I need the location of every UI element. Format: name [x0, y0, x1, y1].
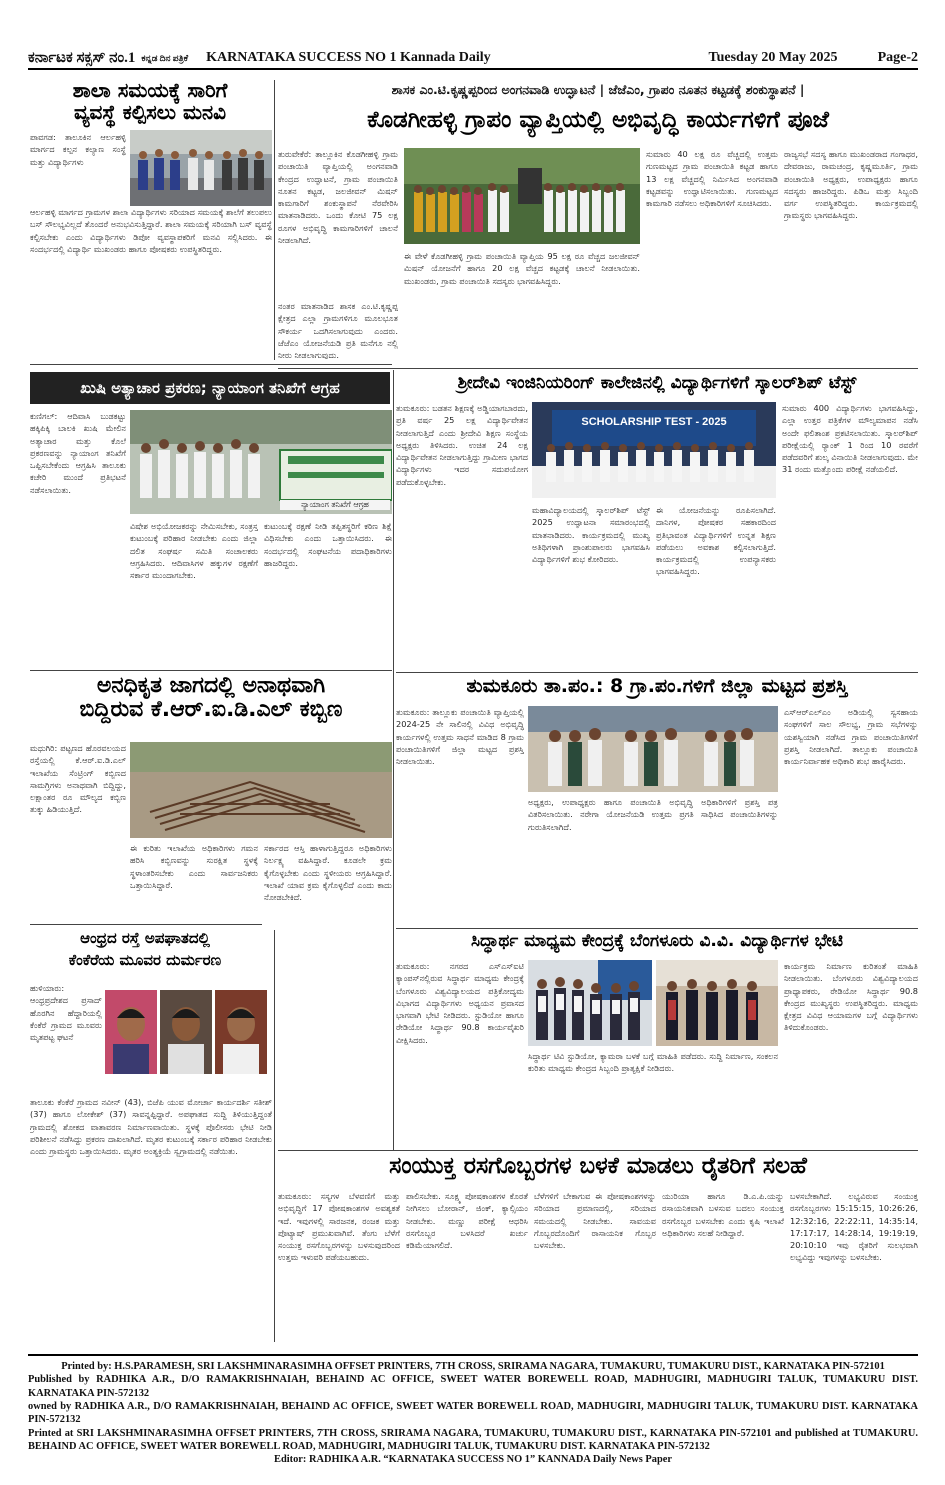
- masthead-tagline: ಕನ್ನಡ ದಿನ ಪತ್ರಿಕೆ: [141, 52, 189, 63]
- accident-headline-line1: ಆಂಧ್ರದ ರಸ್ತೆ ಅಪಘಾತದಲ್ಲಿ: [80, 929, 210, 947]
- accident-text-a: ಹುಳಿಯಾರು: ಆಂಧ್ರಪ್ರದೇಶದ ಪ್ರಸಾದ್ ಹೊರಗಿನ ಹೆದ್ದಾರಿಯಲ್ಲಿ ಕೆಂಕೆರೆ ಗ್ರಾಮದ ಮೂವರು ಮೃತಪಟ್ಟ ಘಟನೆ: [30, 983, 102, 1043]
- coconut-text-b: ಪಾಲಿಸಬೇಕು. ಸೂಕ್ಷ್ಮ ಪೋಷಕಾಂಶಗಳ ಕೊರತೆ ನೀಗಿಸಲು ಬೋರಾನ್, ಜಿಂಕ್, ಕ್ಯಾಲ್ಸಿಯಂ ನೀಡಬೇಕು. ಮಣ್ಣು ಪರೀಕ್ಷೆ ಆಧರಿಸಿ ರಸಗೊಬ್ಬರ ಬಳಸಿದರೆ ಖರ್ಚು ಕಡಿಮೆಯಾಗಲಿದೆ.: [406, 1191, 528, 1251]
- accident-headline: [30, 930, 260, 968]
- section-rule: [278, 368, 918, 369]
- siddhartha-text-c: ಕಾರ್ಯಕ್ರಮ ನಿರ್ಮಾಣ ಕುರಿತಂತೆ ಮಾಹಿತಿ ನೀಡಲಾಯಿತು. ಬೆಂಗಳೂರು ವಿಶ್ವವಿದ್ಯಾಲಯದ ಪ್ರಾಧ್ಯಾಪಕರು, ರೇಡಿಯೋ ಸಿದ್ಧಾರ್ಥ 90.8 ಕೇಂದ್ರದ ಮುಖ್ಯಸ್ಥರು ಉಪಸ್ಥಿತರಿದ್ದರು. ಮಾಧ್ಯಮ ಕ್ಷೇತ್ರದ ವಿವಿಧ ಆಯಾಮಗಳ ಬಗ್ಗೆ ವಿದ್ಯಾರ್ಥಿಗಳು ತಿಳಿದುಕೊಂಡರು.: [784, 961, 918, 1033]
- kodagihalli-headline: ಕೊಡಗೀಹಳ್ಳಿ ಗ್ರಾಪಂ ವ್ಯಾಪ್ತಿಯಲ್ಲಿ ಅಭಿವೃದ್ಧಿ ಕಾರ್ಯಗಳಿಗೆ ಪೂಜೆ: [367, 107, 829, 133]
- school-bus-headline: [30, 80, 270, 123]
- masthead-paper: KARNATAKA SUCCESS NO 1 Kannada Daily: [206, 50, 491, 65]
- atrocity-photo-caption: ನ್ಯಾಯಾಂಗ ತನಿಖೆಗೆ ಆಗ್ರಹ: [280, 500, 390, 510]
- coconut-headline: ಸಂಯುಕ್ತ ರಸಗೊಬ್ಬರಗಳ ಬಳಕೆ ಮಾಡಲು ರೈತರಿಗೆ ಸಲಹೆ: [389, 1153, 807, 1179]
- sridevi-text-a: ತುಮಕೂರು: ಬಡತನ ಶಿಕ್ಷಣಕ್ಕೆ ಅಡ್ಡಿಯಾಗಬಾರದು, ಪ್ರತಿ ವರ್ಷ 25 ಲಕ್ಷ ವಿದ್ಯಾರ್ಥಿವೇತನ ನೀಡಲಾಗುತ್ತಿದೆ ಎಂದು ಶ್ರೀದೇವಿ ಶಿಕ್ಷಣ ಸಂಸ್ಥೆಯ ಅಧ್ಯಕ್ಷರು ತಿಳಿಸಿದರು. ಉಚಿತ 24 ಲಕ್ಷ ವಿದ್ಯಾರ್ಥಿವೇತನ ನೀಡಲಾಗುತ್ತಿದ್ದು ಗ್ರಾಮೀಣ ಭಾಗದ ವಿದ್ಯಾರ್ಥಿಗಳು ಇದರ ಸದುಪಯೋಗ ಪಡೆದುಕೊಳ್ಳಬೇಕು.: [396, 403, 528, 487]
- sridevi-photo-banner: SCHOLARSHIP TEST - 2025: [581, 416, 727, 428]
- section-rule: [30, 924, 262, 925]
- siddhartha-text-b: ಸಿದ್ಧಾರ್ಥ ಟಿವಿ ಸ್ಟುಡಿಯೋ, ಕ್ಯಾಮರಾ ಬಳಕೆ ಬಗ್ಗೆ ಮಾಹಿತಿ ಪಡೆದರು. ಸುದ್ದಿ ನಿರ್ಮಾಣ, ಸಂಕಲನ ಕುರಿತು ಮಾಧ್ಯಮ ಕೇಂದ್ರದ ಸಿಬ್ಬಂದಿ ಪ್ರಾತ್ಯಕ್ಷಿಕೆ ನೀಡಿದರು.: [528, 1051, 778, 1074]
- atrocity-photo: [130, 410, 392, 514]
- coconut-text-d: ಯುರಿಯಾ ಹಾಗೂ ಡಿ.ಎ.ಪಿ.ಯನ್ನು ರಸಾಯನಿಕವಾಗಿ ಬಳಸುವ ಬದಲು ಸಂಯುಕ್ತ ರಸಗೊಬ್ಬರ ಬಳಸಬೇಕು ಎಂದು ಕೃಷಿ ಇಲಾಖೆ ಅಧಿಕಾರಿಗಳು ಸಲಹೆ ನೀಡಿದ್ದಾರೆ.: [662, 1191, 784, 1238]
- school-bus-headline-line1: ಶಾಲಾ ಸಮಯಕ್ಕೆ ಸಾರಿಗೆ: [72, 78, 228, 102]
- coconut-text-c: ಬೆಳೆಗಳಿಗೆ ಬೇಕಾಗುವ ಈ ಪೋಷಕಾಂಶಗಳನ್ನು ಸರಿಯಾದ ಪ್ರಮಾಣದಲ್ಲಿ, ಸರಿಯಾದ ಸಮಯದಲ್ಲಿ ನೀಡಬೇಕು. ಸಾವಯವ ಗೊಬ್ಬರದೊಂದಿಗೆ ರಾಸಾಯನಿಕ ಗೊಬ್ಬರ ಬಳಸಬೇಕು.: [534, 1191, 656, 1251]
- siddhartha-text-a: ತುಮಕೂರು: ನಗರದ ಎಸ್‌ಎಸ್‌ಐಟಿ ಕ್ಯಾಂಪಸ್‌ನಲ್ಲಿರುವ ಸಿದ್ಧಾರ್ಥ ಮಾಧ್ಯಮ ಕೇಂದ್ರಕ್ಕೆ ಬೆಂಗಳೂರು ವಿಶ್ವವಿದ್ಯಾಲಯದ ಪತ್ರಿಕೋದ್ಯಮ ವಿಭಾಗದ ವಿದ್ಯಾರ್ಥಿಗಳು ಅಧ್ಯಯನ ಪ್ರವಾಸದ ಭಾಗವಾಗಿ ಭೇಟಿ ನೀಡಿದರು. ಸ್ಟುಡಿಯೋ ಹಾಗೂ ರೇಡಿಯೋ ಸಿದ್ಧಾರ್ಥ 90.8 ಕಾರ್ಯವೈಖರಿ ವೀಕ್ಷಿಸಿದರು.: [396, 961, 524, 1045]
- sridevi-text-c: ಈ ಯೋಜನೆಯನ್ನು ರೂಪಿಸಲಾಗಿದೆ. ದಾನಿಗಳ, ಪೋಷಕರ ಸಹಕಾರದಿಂದ ಪ್ರತಿಭಾವಂತ ವಿದ್ಯಾರ್ಥಿಗಳಿಗೆ ಉನ್ನತ ಶಿಕ್ಷಣ ಪಡೆಯಲು ಅವಕಾಶ ಕಲ್ಪಿಸಲಾಗುತ್ತಿದೆ. ಕಾರ್ಯಕ್ರಮದಲ್ಲಿ ಉಪನ್ಯಾಸಕರು ಭಾಗವಹಿಸಿದ್ದರು.: [656, 505, 776, 577]
- kodagihalli-text-b: ನಂತರ ಮಾತನಾಡಿದ ಶಾಸಕ ಎಂ.ಟಿ.ಕೃಷ್ಣಪ್ಪ ಕ್ಷೇತ್ರದ ಎಲ್ಲಾ ಗ್ರಾಮಗಳಿಗೂ ಮೂಲಭೂತ ಸೌಕರ್ಯ ಒದಗಿಸಲಾಗುವುದು ಎಂದರು. ಜೆಜೆಎಂ ಯೋಜನೆಯಡಿ ಪ್ರತಿ ಮನೆಗೂ ನಲ್ಲಿ ನೀರು ನೀಡಲಾಗುವುದು.: [278, 301, 398, 361]
- victim-photo-2: [160, 990, 212, 1074]
- accident-headline-line2: ಕೆಂಕೆರೆಯ ಮೂವರ ದುರ್ಮರಣ: [68, 951, 222, 970]
- atrocity-banner: ಖುಷಿ ಅತ್ಯಾಚಾರ ಪ್ರಕರಣ; ನ್ಯಾಯಾಂಗ ತನಿಖೆಗೆ ಆಗ್ರಹ: [30, 372, 390, 404]
- victim-photo-3: [215, 990, 267, 1074]
- tumakuru-tp-text-a: ತುಮಕೂರು: ತಾಲ್ಲೂಕು ಪಂಚಾಯಿತಿ ವ್ಯಾಪ್ತಿಯಲ್ಲಿ 2024-25 ನೇ ಸಾಲಿನಲ್ಲಿ ವಿವಿಧ ಅಭಿವೃದ್ಧಿ ಕಾರ್ಯಗಳಲ್ಲಿ ಉತ್ತಮ ಸಾಧನೆ ಮಾಡಿದ 8 ಗ್ರಾಮ ಪಂಚಾಯಿತಿಗಳಿಗೆ ಜಿಲ್ಲಾ ಮಟ್ಟದ ಪ್ರಶಸ್ತಿ ನೀಡಲಾಯಿತು.: [396, 707, 524, 767]
- masthead-page: Page-2: [877, 50, 918, 65]
- imprint: [28, 1360, 918, 1467]
- coconut-text-a: ತುಮಕೂರು: ಸಸ್ಯಗಳ ಬೆಳವಣಿಗೆ ಮತ್ತು ಅಭಿವೃದ್ಧಿಗೆ 17 ಪೋಷಕಾಂಶಗಳ ಅವಶ್ಯಕತೆ ಇದೆ. ಇವುಗಳಲ್ಲಿ ಸಾರಜನಕ, ರಂಜಕ ಮತ್ತು ಪೊಟ್ಯಾಷ್ ಪ್ರಮುಖವಾಗಿವೆ. ತೆಂಗು ಬೆಳೆಗೆ ಸಂಯುಕ್ತ ರಸಗೊಬ್ಬರಗಳನ್ನು ಬಳಸುವುದರಿಂದ ಉತ್ತಮ ಇಳುವರಿ ಪಡೆಯಬಹುದು.: [278, 1191, 400, 1263]
- atrocity-text-a: ಕುಣಿಗಲ್: ಆದಿವಾಸಿ ಬುಡಕಟ್ಟು ಹಕ್ಕಿಪಿಕ್ಕಿ ಬಾಲಕಿ ಖುಷಿ ಮೇಲಿನ ಅತ್ಯಾಚಾರ ಮತ್ತು ಕೊಲೆ ಪ್ರಕರಣವನ್ನು ನ್ಯಾಯಾಂಗ ತನಿಖೆಗೆ ಒಪ್ಪಿಸಬೇಕೆಂದು ಆಗ್ರಹಿಸಿ ತಾಲೂಕು ಕಚೇರಿ ಮುಂದೆ ಪ್ರತಿಭಟನೆ ನಡೆಸಲಾಯಿತು.: [30, 411, 126, 495]
- tumakuru-tp-photo: [528, 706, 778, 792]
- section-rule: [278, 1150, 918, 1151]
- imprint-line: owned by RADHIKA A.R., D/O RAMAKRISHNAIAH, BEHAIND AC OFFICE, SWEET WATER BOREWELL ROAD, MADHUGIRI, MADHUGIRI TALUK, TUMAKURU DIST. KARNATAKA PIN-572132: [28, 1400, 918, 1426]
- kodagihalli-photo: [404, 148, 640, 244]
- footer-rule: [28, 1354, 918, 1356]
- kridl-text-c: ಸರ್ಕಾರದ ಆಸ್ತಿ ಹಾಳಾಗುತ್ತಿದ್ದರೂ ಅಧಿಕಾರಿಗಳು ನಿರ್ಲಕ್ಷ್ಯ ವಹಿಸಿದ್ದಾರೆ. ಕೂಡಲೇ ಕ್ರಮ ಕೈಗೊಳ್ಳಬೇಕು ಎಂದು ಸ್ಥಳೀಯರು ಆಗ್ರಹಿಸಿದ್ದಾರೆ. ಇಲಾಖೆ ಯಾವ ಕ್ರಮ ಕೈಗೊಳ್ಳಲಿದೆ ಎಂದು ಕಾದು ನೋಡಬೇಕಿದೆ.: [264, 843, 392, 903]
- school-bus-text-a: ಪಾವಗಡ: ತಾಲೂಕಿನ ಆರ್ಲಹಳ್ಳಿ ಮಾರ್ಗದ ಕಲ್ಪನ ಕಲ್ಯಾಣ ಸಂಸ್ಥೆ ಮತ್ತು ವಿದ್ಯಾರ್ಥಿಗಳು: [30, 132, 126, 167]
- atrocity-text-b: ವಿಷೇಶ ಅಭಿಯೋಜಕರನ್ನು ನೇಮಿಸಬೇಕು, ಸಂತ್ರಸ್ತ ಕುಟುಂಬಕ್ಕೆ ಪರಿಹಾರ ನೀಡಬೇಕು ಎಂದು ಜಿಲ್ಲಾ ದಲಿತ ಸಂಘರ್ಷ ಸಮಿತಿ ಸಂಚಾಲಕರು ಆಗ್ರಹಿಸಿದರು. ಆದಿವಾಸಿಗಳ ಹಕ್ಕುಗಳ ರಕ್ಷಣೆಗೆ ಸರ್ಕಾರ ಮುಂದಾಗಬೇಕು.: [130, 521, 258, 581]
- siddhartha-headline: ಸಿದ್ಧಾರ್ಥ ಮಾಧ್ಯಮ ಕೇಂದ್ರಕ್ಕೆ ಬೆಂಗಳೂರು ವಿ.ವಿ. ವಿದ್ಯಾರ್ಥಿಗಳ ಭೇಟಿ: [471, 931, 843, 951]
- kridl-text-a: ಮಧುಗಿರಿ: ಪಟ್ಟಣದ ಹೊರವಲಯದ ರಸ್ತೆಯಲ್ಲಿ ಕೆ.ಆರ್.ಐ.ಡಿ.ಎಲ್ ಇಲಾಖೆಯ ಸೆಂಟ್ರಿಂಗ್ ಕಬ್ಬಿಣದ ಸಾಮಗ್ರಿಗಳು ಅನಾಥವಾಗಿ ಬಿದ್ದಿದ್ದು, ಲಕ್ಷಾಂತರ ರೂ ಮೌಲ್ಯದ ಕಬ್ಬಿಣ ತುಕ್ಕು ಹಿಡಿಯುತ್ತಿದೆ.: [30, 743, 126, 815]
- accident-text-b: ತಾಲೂಕು ಕೆಂಕೆರೆ ಗ್ರಾಮದ ನವೀನ್ (43), ಬಿಜೆಪಿ ಯುವ ಮೋರ್ಚಾ ಕಾರ್ಯದರ್ಶಿ ಸತೀಶ್ (37) ಹಾಗೂ ಲೋಕೇಶ್ (37) ಸಾವನ್ನಪ್ಪಿದ್ದಾರೆ. ಅಪಘಾತದ ಸುದ್ದಿ ತಿಳಿಯುತ್ತಿದ್ದಂತೆ ಗ್ರಾಮದಲ್ಲಿ ಶೋಕದ ವಾತಾವರಣ ನಿರ್ಮಾಣವಾಯಿತು. ಸ್ಥಳಕ್ಕೆ ಪೊಲೀಸರು ಭೇಟಿ ನೀಡಿ ಪರಿಶೀಲನೆ ನಡೆಸಿದ್ದು ಪ್ರಕರಣ ದಾಖಲಾಗಿದೆ. ಮೃತರ ಕುಟುಂಬಕ್ಕೆ ಸರ್ಕಾರ ಪರಿಹಾರ ನೀಡಬೇಕು ಎಂದು ಗ್ರಾಮಸ್ಥರು ಒತ್ತಾಯಿಸಿದರು. ಮೃತರ ಅಂತ್ಯಕ್ರಿಯೆ ಸ್ವಗ್ರಾಮದಲ್ಲಿ ನಡೆಯಿತು.: [30, 1097, 272, 1157]
- masthead-name: ಕರ್ನಾಟಕ ಸಕ್ಸಸ್ ನಂ.1: [28, 50, 136, 66]
- section-rule: [396, 672, 918, 673]
- imprint-line: Editor: RADHIKA A.R. “KARNATAKA SUCCESS NO 1” KANNADA Daily News Paper: [274, 1454, 672, 1466]
- kodagihalli-text-c: ಈ ವೇಳೆ ಕೊಡಗೀಹಳ್ಳಿ ಗ್ರಾಮ ಪಂಚಾಯಿತಿ ವ್ಯಾಪ್ತಿಯ 95 ಲಕ್ಷ ರೂ ವೆಚ್ಚದ ಜಲಜೀವನ್ ಮಿಷನ್ ಯೋಜನೆಗೆ ಹಾಗೂ 20 ಲಕ್ಷ ವೆಚ್ಚದ ಕಟ್ಟಡಕ್ಕೆ ಚಾಲನೆ ನೀಡಲಾಯಿತು. ಮುಖಂಡರು, ಗ್ರಾಮ ಪಂಚಾಯಿತಿ ಸದಸ್ಯರು ಭಾಗವಹಿಸಿದ್ದರು.: [404, 251, 640, 286]
- siddhartha-photo-2: [656, 960, 778, 1046]
- imprint-line: Published by RADHIKA A.R., D/O RAMAKRISHNAIAH, BEHAIND AC OFFICE, SWEET WATER BOREWELL ROAD, MADHUGIRI, MADHUGIRI TALUK, TUMAKURU DIST. KARNATAKA PIN-572132: [28, 1374, 918, 1399]
- imprint-line: Printed by: H.S.PARAMESH, SRI LAKSHMINARASIMHA OFFSET PRINTERS, 7TH CROSS, SRIRAMA NAGARA, TUMAKURU, TUMAKURU DIST., KARNATAKA PIN-572101: [61, 1361, 885, 1372]
- atrocity-text-c: ಕುಟುಂಬಕ್ಕೆ ರಕ್ಷಣೆ ನೀಡಿ ತಪ್ಪಿತಸ್ಥರಿಗೆ ಕಠಿಣ ಶಿಕ್ಷೆ ವಿಧಿಸಬೇಕು ಎಂದು ಒತ್ತಾಯಿಸಿದರು. ಈ ಸಂದರ್ಭದಲ್ಲಿ ಸಂಘಟನೆಯ ಪದಾಧಿಕಾರಿಗಳು ಹಾಜರಿದ್ದರು.: [264, 521, 392, 568]
- coconut-text-e: ಬಳಸಬೇಕಾಗಿದೆ. ಲಭ್ಯವಿರುವ ಸಂಯುಕ್ತ ರಸಗೊಬ್ಬರಗಳು 15:15:15, 10:26:26, 12:32:16, 22:22:11, 14:35:14, 17:17:17, 14:28:14, 19:19:19, 20:10:10 ಇವು ರೈತರಿಗೆ ಸುಲಭವಾಗಿ ಲಭ್ಯವಿದ್ದು ಇವುಗಳನ್ನು ಬಳಸಬೇಕು.: [790, 1191, 918, 1263]
- kridl-headline-line2: ಬಿದ್ದಿರುವ ಕೆ.ಆರ್.ಐ.ಡಿ.ಎಲ್ ಕಬ್ಬಿಣ: [79, 696, 343, 722]
- tumakuru-tp-text-c: ಎಸ್‌ಆರ್‌ಎಲ್‌ಎಂ ಅಡಿಯಲ್ಲಿ ಸ್ವಸಹಾಯ ಸಂಘಗಳಿಗೆ ಸಾಲ ಸೌಲಭ್ಯ, ಗ್ರಾಮ ಸಭೆಗಳನ್ನು ಯಶಸ್ವಿಯಾಗಿ ನಡೆಸಿದ ಗ್ರಾಮ ಪಂಚಾಯಿತಿಗಳಿಗೆ ಪ್ರಶಸ್ತಿ ನೀಡಲಾಗಿದೆ. ತಾಲ್ಲೂಕು ಪಂಚಾಯಿತಿ ಕಾರ್ಯನಿರ್ವಾಹಕ ಅಧಿಕಾರಿ ಶುಭ ಹಾರೈಸಿದರು.: [784, 707, 918, 767]
- sridevi-headline: ಶ್ರೀದೇವಿ ಇಂಜಿನಿಯರಿಂಗ್ ಕಾಲೇಜಿನಲ್ಲಿ ವಿದ್ಯಾರ್ಥಿಗಳಿಗೆ ಸ್ಕಾಲರ್‌ಶಿಪ್ ಟೆಸ್ಟ್: [457, 373, 857, 393]
- kridl-text-b: ಈ ಕುರಿತು ಇಲಾಖೆಯ ಅಧಿಕಾರಿಗಳು ಗಮನ ಹರಿಸಿ ಕಬ್ಬಿಣವನ್ನು ಸುರಕ್ಷಿತ ಸ್ಥಳಕ್ಕೆ ಸ್ಥಳಾಂತರಿಸಬೇಕು ಎಂದು ಸಾರ್ವಜನಿಕರು ಒತ್ತಾಯಿಸಿದ್ದಾರೆ.: [130, 843, 258, 890]
- school-bus-photo: [130, 130, 272, 206]
- column-rule: [274, 80, 275, 360]
- kridl-headline: [30, 674, 392, 722]
- kridl-photo: [130, 742, 392, 838]
- masthead: [28, 48, 918, 70]
- kodagihalli-text-e: ರಾಜ್ಯಸಭೆ ಸದಸ್ಯ ಹಾಗೂ ಮುಖಂಡರಾದ ಗಂಗಾಧರ, ದೇವರಾಜು, ರಾಮಚಂದ್ರ, ಕೃಷ್ಣಮೂರ್ತಿ, ಗ್ರಾಮ ಪಂಚಾಯಿತಿ ಅಧ್ಯಕ್ಷರು, ಉಪಾಧ್ಯಕ್ಷರು ಹಾಗೂ ಸದಸ್ಯರು ಹಾಜರಿದ್ದರು. ಪಿಡಿಒ ಮತ್ತು ಸಿಬ್ಬಂದಿ ವರ್ಗ ಉಪಸ್ಥಿತರಿದ್ದರು. ಕಾರ್ಯಕ್ರಮದಲ್ಲಿ ಗ್ರಾಮಸ್ಥರು ಭಾಗವಹಿಸಿದ್ದರು.: [784, 149, 918, 221]
- kodagihalli-kicker: ಶಾಸಕ ಎಂ.ಟಿ.ಕೃಷ್ಣಪ್ಪರಿಂದ ಅಂಗನವಾಡಿ ಉದ್ಘಾಟನೆ | ಜೆಜೆಎಂ, ಗ್ರಾಪಂ ನೂತನ ಕಟ್ಟಡಕ್ಕೆ ಶಂಕುಸ್ಥಾಪನೆ |: [391, 82, 805, 97]
- column-rule: [274, 930, 275, 1342]
- school-bus-text-b: ಆರ್ಲಹಳ್ಳಿ ಮಾರ್ಗದ ಗ್ರಾಮಗಳ ಶಾಲಾ ವಿದ್ಯಾರ್ಥಿಗಳು ಸರಿಯಾದ ಸಮಯಕ್ಕೆ ಶಾಲೆಗೆ ತಲುಪಲು ಬಸ್ ಸೌಲಭ್ಯವಿಲ್ಲದೆ ತೊಂದರೆ ಅನುಭವಿಸುತ್ತಿದ್ದಾರೆ. ಶಾಲಾ ಸಮಯಕ್ಕೆ ಸರಿಯಾಗಿ ಬಸ್ ವ್ಯವಸ್ಥೆ ಕಲ್ಪಿಸಬೇಕು ಎಂದು ವಿದ್ಯಾರ್ಥಿಗಳು ಡಿಪೋ ವ್ಯವಸ್ಥಾಪಕರಿಗೆ ಮನವಿ ಸಲ್ಲಿಸಿದರು. ಈ ಸಂದರ್ಭದಲ್ಲಿ ವಿದ್ಯಾರ್ಥಿ ಮುಖಂಡರು ಹಾಗೂ ಪೋಷಕರು ಉಪಸ್ಥಿತರಿದ್ದರು.: [30, 207, 272, 254]
- sridevi-photo: [532, 402, 776, 498]
- sridevi-text-d: ಸುಮಾರು 400 ವಿದ್ಯಾರ್ಥಿಗಳು ಭಾಗವಹಿಸಿದ್ದು, ಎಲ್ಲಾ ಉತ್ತರ ಪತ್ರಿಕೆಗಳ ಮೌಲ್ಯಮಾಪನ ನಡೆಸಿ ಅಂದೇ ಫಲಿತಾಂಶ ಪ್ರಕಟಿಸಲಾಯಿತು. ಸ್ಕಾಲರ್‌ಶಿಪ್ ಪರೀಕ್ಷೆಯಲ್ಲಿ ರ‍್ಯಾಂಕ್ 1 ರಿಂದ 10 ರವರೆಗೆ ಪಡೆದವರಿಗೆ ಶುಲ್ಕ ವಿನಾಯಿತಿ ನೀಡಲಾಗುವುದು. ಮೇ 31 ರಂದು ಮತ್ತೊಂದು ಪರೀಕ್ಷೆ ನಡೆಯಲಿದೆ.: [782, 403, 918, 475]
- kodagihalli-text-d: ಸುಮಾರು 40 ಲಕ್ಷ ರೂ ವೆಚ್ಚದಲ್ಲಿ ಉತ್ತಮ ಗುಣಮಟ್ಟದ ಗ್ರಾಮ ಪಂಚಾಯಿತಿ ಕಟ್ಟಡ ಹಾಗೂ 13 ಲಕ್ಷ ವೆಚ್ಚದಲ್ಲಿ ನಿರ್ಮಿಸಿದ ಅಂಗನವಾಡಿ ಕಟ್ಟಡವನ್ನು ಉದ್ಘಾಟಿಸಲಾಯಿತು. ಗುಣಮಟ್ಟದ ಕಾಮಗಾರಿ ನಡೆಸಲು ಅಧಿಕಾರಿಗಳಿಗೆ ಸೂಚಿಸಿದರು.: [646, 149, 778, 209]
- column-rule: [393, 370, 394, 1150]
- tumakuru-tp-headline: ತುಮಕೂರು ತಾ.ಪಂ.: 8 ಗ್ರಾ.ಪಂ.ಗಳಿಗೆ ಜಿಲ್ಲಾ ಮಟ್ಟದ ಪ್ರಶಸ್ತಿ: [466, 675, 848, 697]
- section-rule: [396, 928, 918, 929]
- masthead-date: Tuesday 20 May 2025: [708, 50, 838, 65]
- imprint-line: Printed at SRI LAKSHMINARASIMHA OFFSET PRINTERS, 7TH CROSS, SRIRAMA NAGARA, TUMAKURU, TUMAKURU DIST., KARNATAKA PIN-572101 and published at TUMAKURU. BEHAIND AC OFFICE, SWEET WATER BOREWELL ROAD, MADHUGIRI, MADHUGIRI TALUK, TUMAKURU DIST. KARNATAKA PIN-572132: [28, 1427, 918, 1452]
- section-rule: [30, 670, 392, 671]
- siddhartha-photo-1: [528, 960, 652, 1046]
- kodagihalli-text-a: ತುರುವೇಕೆರೆ: ತಾಲ್ಲೂಕಿನ ಕೊಡಗೀಹಳ್ಳಿ ಗ್ರಾಮ ಪಂಚಾಯಿತಿ ವ್ಯಾಪ್ತಿಯಲ್ಲಿ ಅಂಗನವಾಡಿ ಕೇಂದ್ರದ ಉದ್ಘಾಟನೆ, ಗ್ರಾಮ ಪಂಚಾಯಿತಿ ನೂತನ ಕಟ್ಟಡ, ಜಲಜೀವನ್ ಮಿಷನ್ ಕಾಮಗಾರಿಗೆ ಶಂಕುಸ್ಥಾಪನೆ ನೆರವೇರಿಸಿ ಮಾತನಾಡಿದರು. ಒಂದು ಕೋಟಿ 75 ಲಕ್ಷ ರೂಗಳ ಅಭಿವೃದ್ಧಿ ಕಾಮಗಾರಿಗಳಿಗೆ ಚಾಲನೆ ನೀಡಲಾಗಿದೆ.: [278, 149, 398, 246]
- tumakuru-tp-text-b: ಅಧ್ಯಕ್ಷರು, ಉಪಾಧ್ಯಕ್ಷರು ಹಾಗೂ ಪಂಚಾಯಿತಿ ಅಭಿವೃದ್ಧಿ ಅಧಿಕಾರಿಗಳಿಗೆ ಪ್ರಶಸ್ತಿ ಪತ್ರ ವಿತರಿಸಲಾಯಿತು. ನರೇಗಾ ಯೋಜನೆಯಡಿ ಉತ್ತಮ ಪ್ರಗತಿ ಸಾಧಿಸಿದ ಪಂಚಾಯಿತಿಗಳನ್ನು ಗುರುತಿಸಲಾಗಿದೆ.: [528, 797, 778, 832]
- school-bus-headline-line2: ವ್ಯವಸ್ಥೆ ಕಲ್ಪಿಸಲು ಮನವಿ: [73, 99, 227, 124]
- sridevi-text-b: ಮಹಾವಿದ್ಯಾಲಯದಲ್ಲಿ ಸ್ಕಾಲರ್‌ಶಿಪ್ ಟೆಸ್ಟ್ 2025 ಉದ್ಘಾಟನಾ ಸಮಾರಂಭದಲ್ಲಿ ಮಾತನಾಡಿದರು. ಕಾರ್ಯಕ್ರಮದಲ್ಲಿ ಮುಖ್ಯ ಅತಿಥಿಗಳಾಗಿ ಪ್ರಾಂಶುಪಾಲರು ಭಾಗವಹಿಸಿ ವಿದ್ಯಾರ್ಥಿಗಳಿಗೆ ಶುಭ ಕೋರಿದರು.: [532, 505, 650, 565]
- victim-photo-1: [105, 990, 157, 1074]
- kridl-headline-line1: ಅನಧಿಕೃತ ಜಾಗದಲ್ಲಿ ಅನಾಥವಾಗಿ: [96, 673, 326, 698]
